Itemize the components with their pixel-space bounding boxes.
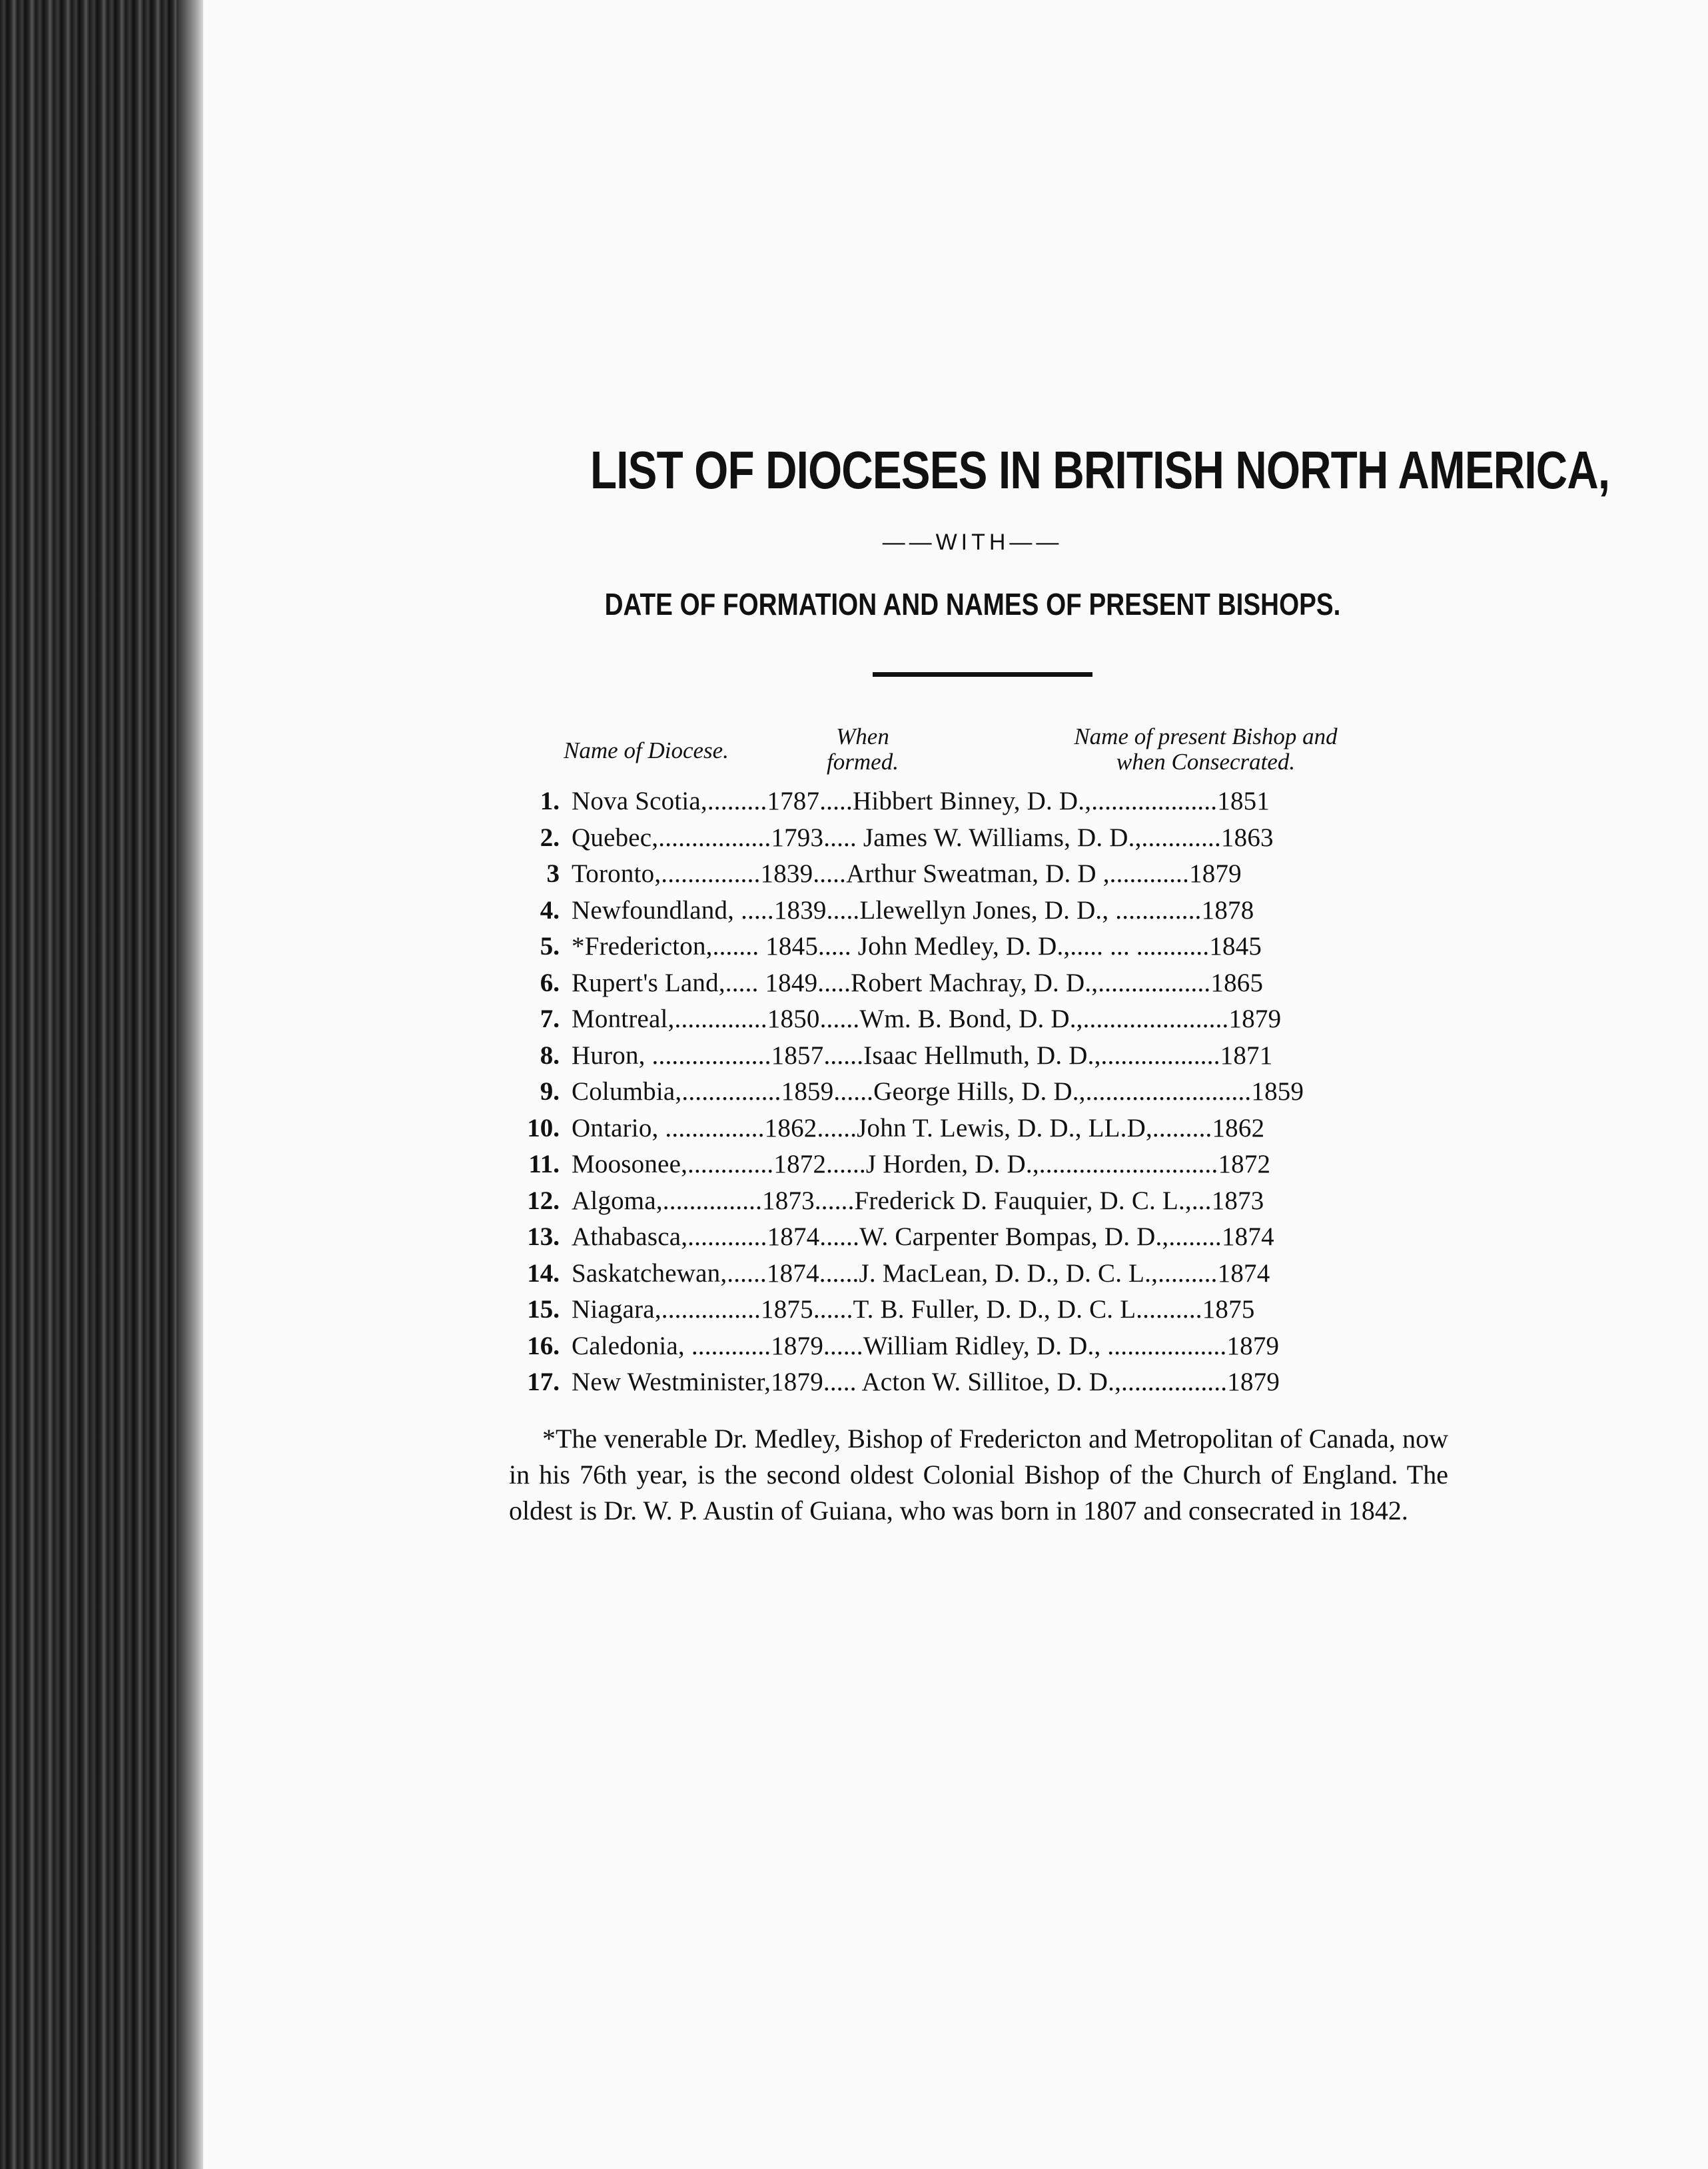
row-entry: Toronto,...............1839.....Arthur Sweatman, D. D ,............1879: [572, 859, 1242, 888]
list-item: [513, 1331, 1419, 1368]
dioceses-list: [513, 786, 1419, 1404]
right-margin: [1642, 0, 1708, 2169]
row-entry: Caledonia, ............1879......William Ridley, D. D., ..................1879: [572, 1331, 1280, 1360]
row-entry: Ontario, ...............1862......John T. Lewis, D. D., LL.D,.........1862: [572, 1113, 1265, 1142]
list-item: [513, 1041, 1419, 1077]
row-number: 13.: [527, 1222, 560, 1251]
row-entry: New Westminister,1879..... Acton W. Sillitoe, D. D.,................1879: [572, 1368, 1280, 1396]
row-entry: Niagara,...............1875......T. B. Fuller, D. D., D. C. L..........1875: [572, 1295, 1255, 1324]
row-entry: Newfoundland, .....1839.....Llewellyn Jones, D. D., .............1878: [572, 895, 1254, 925]
list-item: [513, 1004, 1419, 1041]
row-number: 3: [546, 859, 560, 888]
column-header-bishop-line2: when Consecrated.: [1116, 749, 1296, 775]
row-number: 1.: [540, 787, 560, 815]
row-entry: Moosonee,.............1872......J Horden, D. D.,...........................1872: [572, 1150, 1271, 1178]
row-number: 14.: [527, 1258, 560, 1288]
row-number: 10.: [527, 1113, 560, 1142]
list-item: [513, 1186, 1419, 1222]
row-entry: Saskatchewan,......1874......J. MacLean, D. D., D. C. L.,.........1874: [572, 1258, 1270, 1288]
column-header-when-line1: When: [836, 723, 889, 749]
row-number: 9.: [540, 1077, 560, 1106]
list-item: [513, 968, 1419, 1005]
list-item: [513, 786, 1419, 823]
list-item: [513, 895, 1419, 932]
row-number: 17.: [527, 1368, 560, 1396]
row-number: 6.: [540, 968, 560, 997]
column-header-bishop: [986, 724, 1426, 775]
title-divider: [873, 672, 1092, 677]
list-item: [513, 859, 1419, 895]
row-number: 8.: [540, 1041, 560, 1070]
row-entry: Rupert's Land,..... 1849.....Robert Machray, D. D.,.................1865: [572, 968, 1264, 997]
row-entry: Algoma,...............1873......Frederick D. Fauquier, D. C. L.,...1873: [572, 1186, 1264, 1215]
list-item: [513, 1077, 1419, 1113]
column-header-diocese: Name of Diocese.: [564, 737, 729, 763]
column-header-when-line2: formed.: [827, 749, 899, 775]
row-number: 15.: [527, 1295, 560, 1324]
row-number: 7.: [540, 1005, 560, 1033]
column-header-when-formed: [793, 724, 933, 775]
row-entry: Columbia,...............1859......George Hills, D. D.,.........................1859: [572, 1077, 1304, 1106]
list-item: [513, 1367, 1419, 1404]
book-page-edge: [0, 0, 203, 2169]
list-item: [513, 1113, 1419, 1150]
list-item: [513, 1149, 1419, 1186]
row-number: 12.: [527, 1186, 560, 1215]
row-number: 4.: [540, 895, 560, 925]
row-number: 5.: [540, 932, 560, 961]
page-title: LIST OF DIOCESES IN BRITISH NORTH AMERICA,: [590, 440, 1610, 500]
row-number: 11.: [528, 1150, 560, 1178]
column-header-bishop-line1: Name of present Bishop and: [1074, 723, 1338, 749]
page-subtitle: DATE OF FORMATION AND NAMES OF PRESENT BISHOPS.: [604, 587, 1341, 622]
row-number: 2.: [540, 823, 560, 852]
with-separator: ——WITH——: [882, 530, 1063, 555]
row-entry: *Fredericton,....... 1845..... John Medley, D. D.,..... ... ...........1845: [572, 932, 1262, 961]
list-item: [513, 1258, 1419, 1295]
list-item: [513, 931, 1419, 968]
row-entry: Quebec,.................1793..... James W. Williams, D. D.,............1863: [572, 823, 1274, 852]
list-item: [513, 823, 1419, 859]
row-entry: Montreal,..............1850......Wm. B. Bond, D. D.,......................1879: [572, 1005, 1282, 1033]
list-item: [513, 1294, 1419, 1331]
footnote: *The venerable Dr. Medley, Bishop of Fredericton and Metropolitan of Canada, now in his 76th year, is the second oldest Colonial Bishop of the Church of England. The oldest is Dr. W. P. Austin of Guiana, who was born in 1807 and consecrated in 1842.: [509, 1424, 1448, 1525]
row-entry: Huron, ..................1857......Isaac Hellmuth, D. D.,..................1871: [572, 1041, 1273, 1070]
list-item: [513, 1222, 1419, 1258]
row-number: 16.: [527, 1331, 560, 1360]
row-entry: Athabasca,............1874......W. Carpenter Bompas, D. D.,........1874: [572, 1222, 1274, 1251]
row-entry: Nova Scotia,.........1787.....Hibbert Binney, D. D.,...................1851: [572, 787, 1270, 815]
